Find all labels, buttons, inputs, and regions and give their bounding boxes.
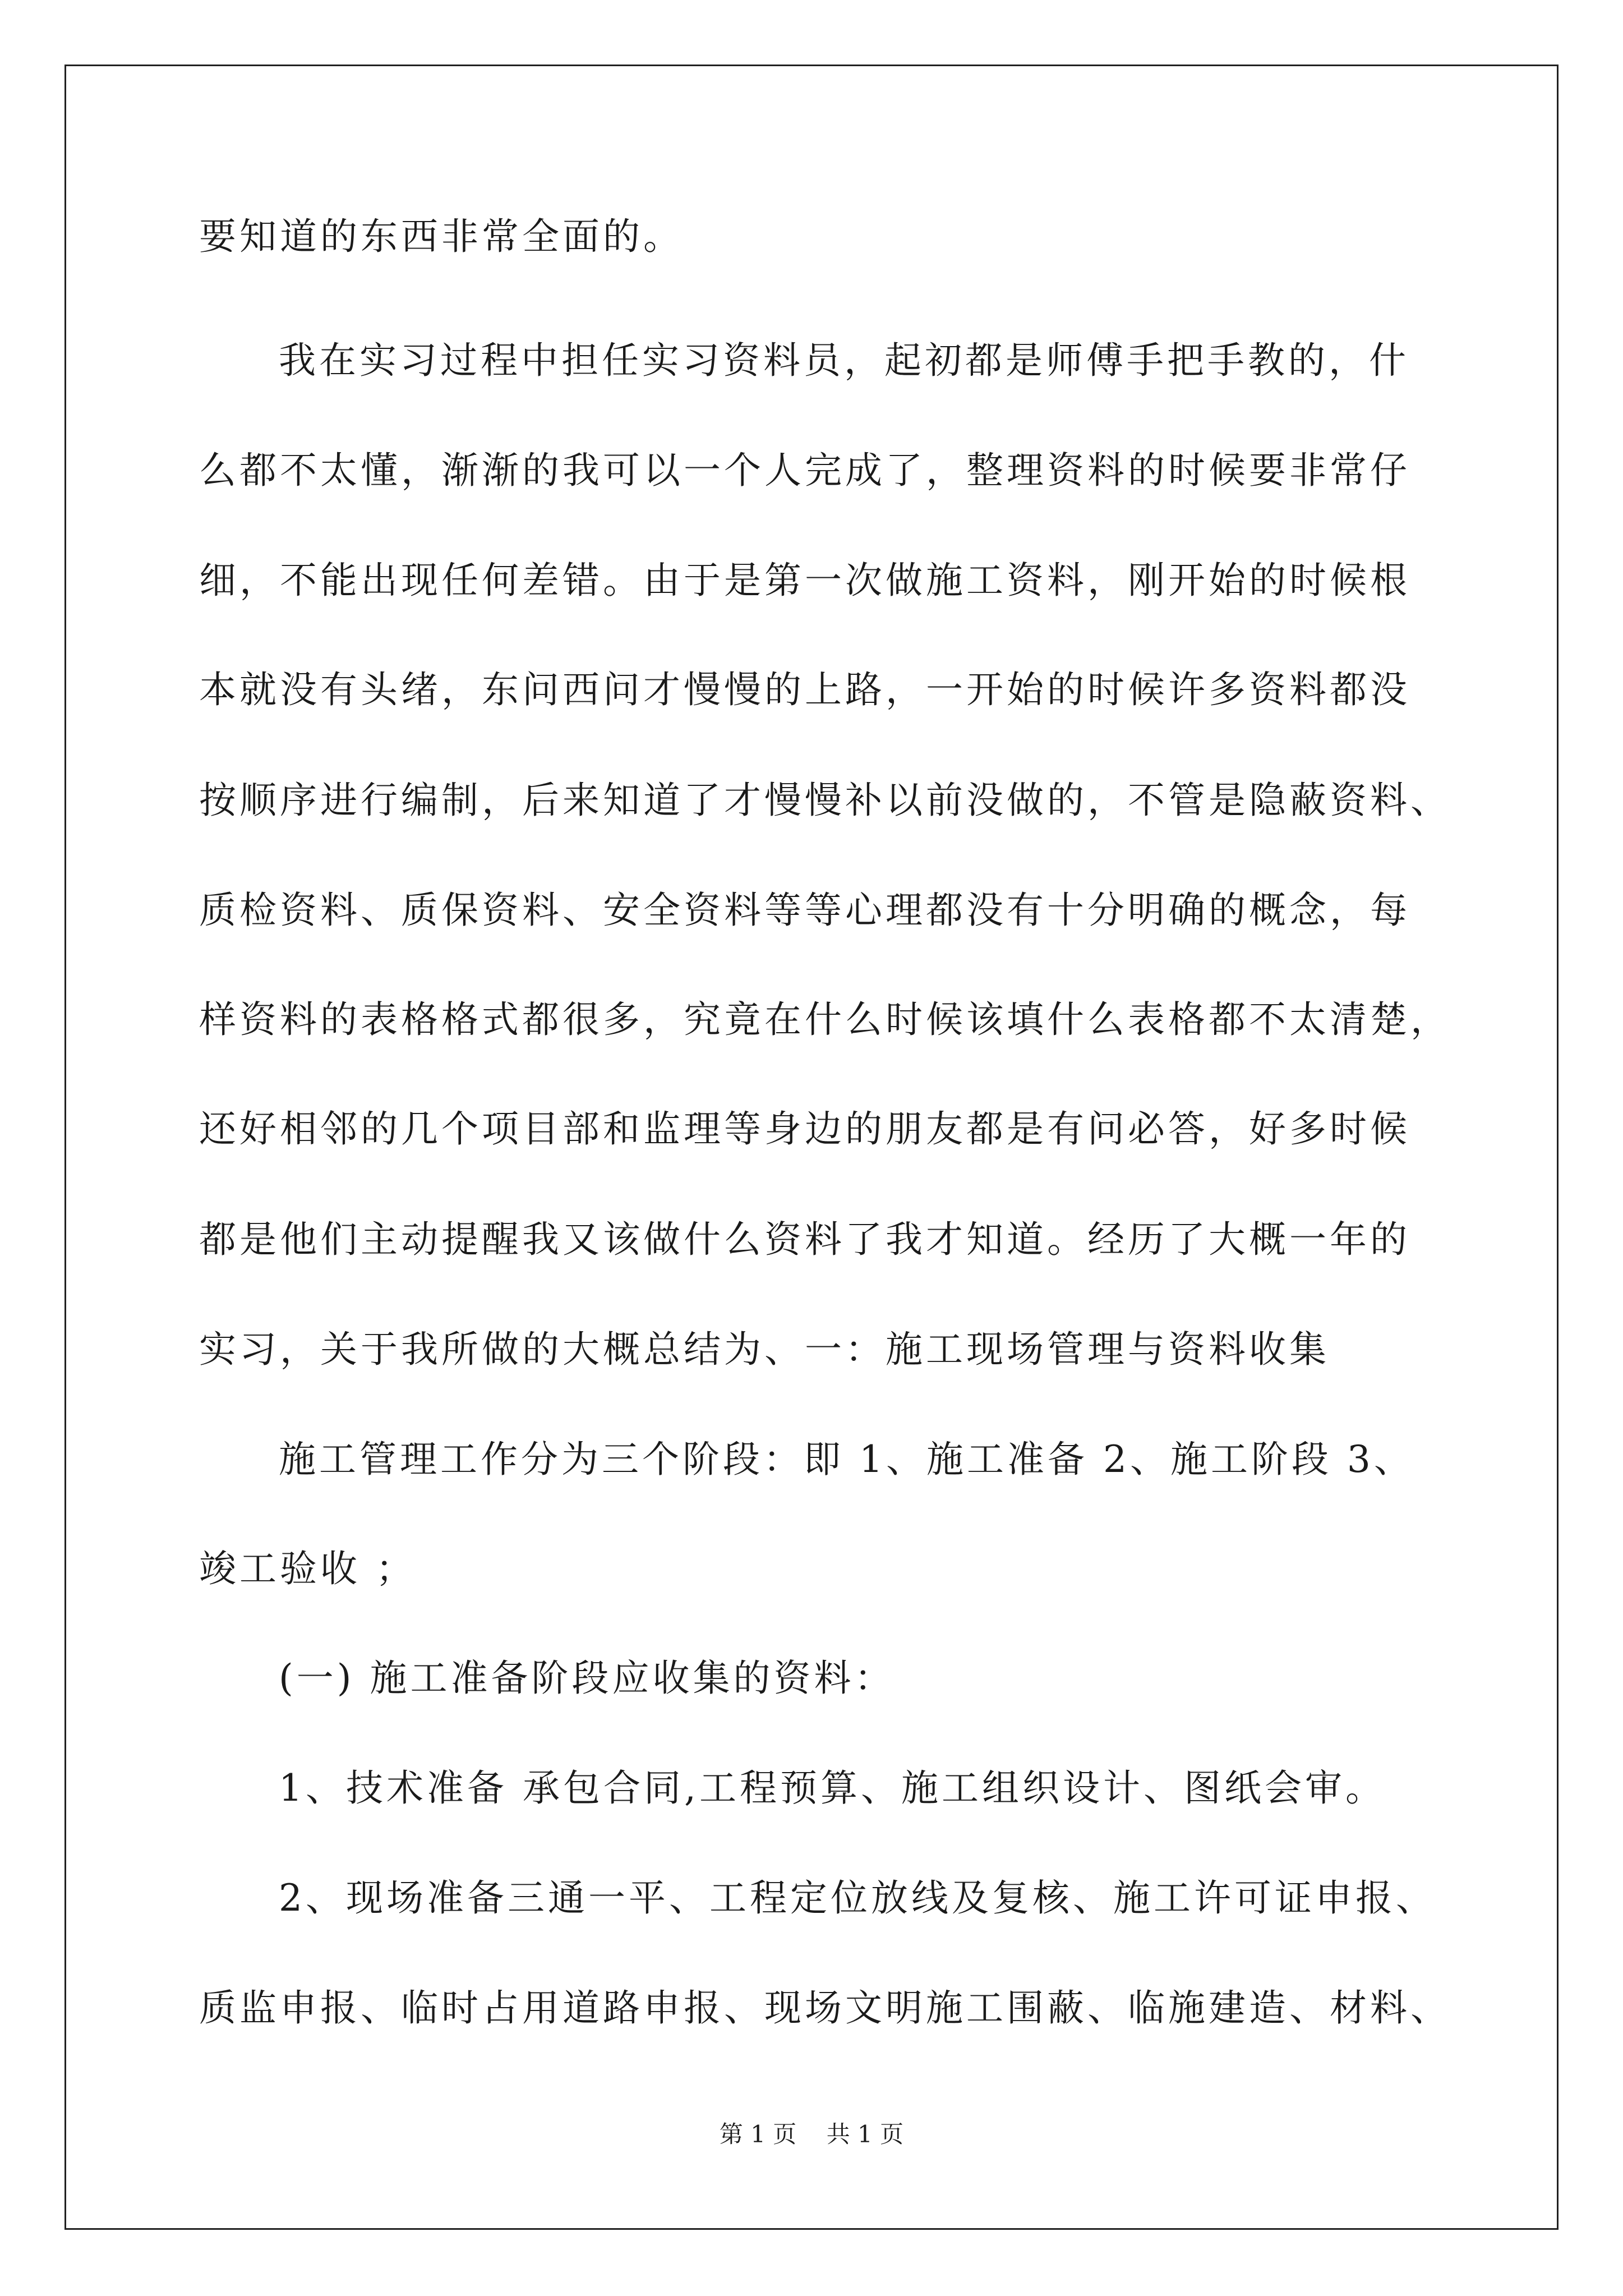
text-line: 实习，关于我所做的大概总结为、一：施工现场管理与资料收集: [199, 1328, 1330, 1371]
text-line: 2、现场准备三通一平、工程定位放线及复核、施工许可证申报、: [279, 1876, 1436, 1920]
text-line: 细，不能出现任何差错。由于是第一次做施工资料，刚开始的时候根: [199, 559, 1410, 602]
text-line: 施工管理工作分为三个阶段：即 1、施工准备 2、施工阶段 3、: [279, 1438, 1414, 1481]
text-line: 还好相邻的几个项目部和监理等身边的朋友都是有问必答，好多时候: [199, 1107, 1410, 1151]
page-number: 第 1 页 共 1 页: [719, 2120, 904, 2148]
text-line: 么都不太懂，渐渐的我可以一个人完成了，整理资料的时候要非常仔: [199, 449, 1410, 492]
text-line: 竣工验收 ；: [199, 1547, 416, 1590]
text-line: 质检资料、质保资料、安全资料等等心理都没有十分明确的概念，每: [199, 889, 1410, 932]
text-line: 我在实习过程中担任实习资料员，起初都是师傅手把手教的，什: [279, 339, 1409, 382]
text-line: 要知道的东西非常全面的。: [199, 215, 684, 258]
text-line: 按顺序进行编制，后来知道了才慢慢补以前没做的，不管是隐蔽资料、: [199, 779, 1451, 822]
text-line: 质监申报、临时占用道路申报、现场文明施工围蔽、临施建造、材料、: [199, 1986, 1451, 2030]
text-line: 都是他们主动提醒我又该做什么资料了我才知道。经历了大概一年的: [199, 1218, 1410, 1261]
text-line: 样资料的表格格式都很多，究竟在什么时候该填什么表格都不太清楚，: [199, 998, 1451, 1041]
text-line: (一) 施工准备阶段应收集的资料：: [279, 1657, 895, 1700]
text-line: 1、技术准备 承包合同,工程预算、施工组织设计、图纸会审。: [279, 1766, 1386, 1810]
text-line: 本就没有头绪，东问西问才慢慢的上路，一开始的时候许多资料都没: [199, 668, 1410, 711]
